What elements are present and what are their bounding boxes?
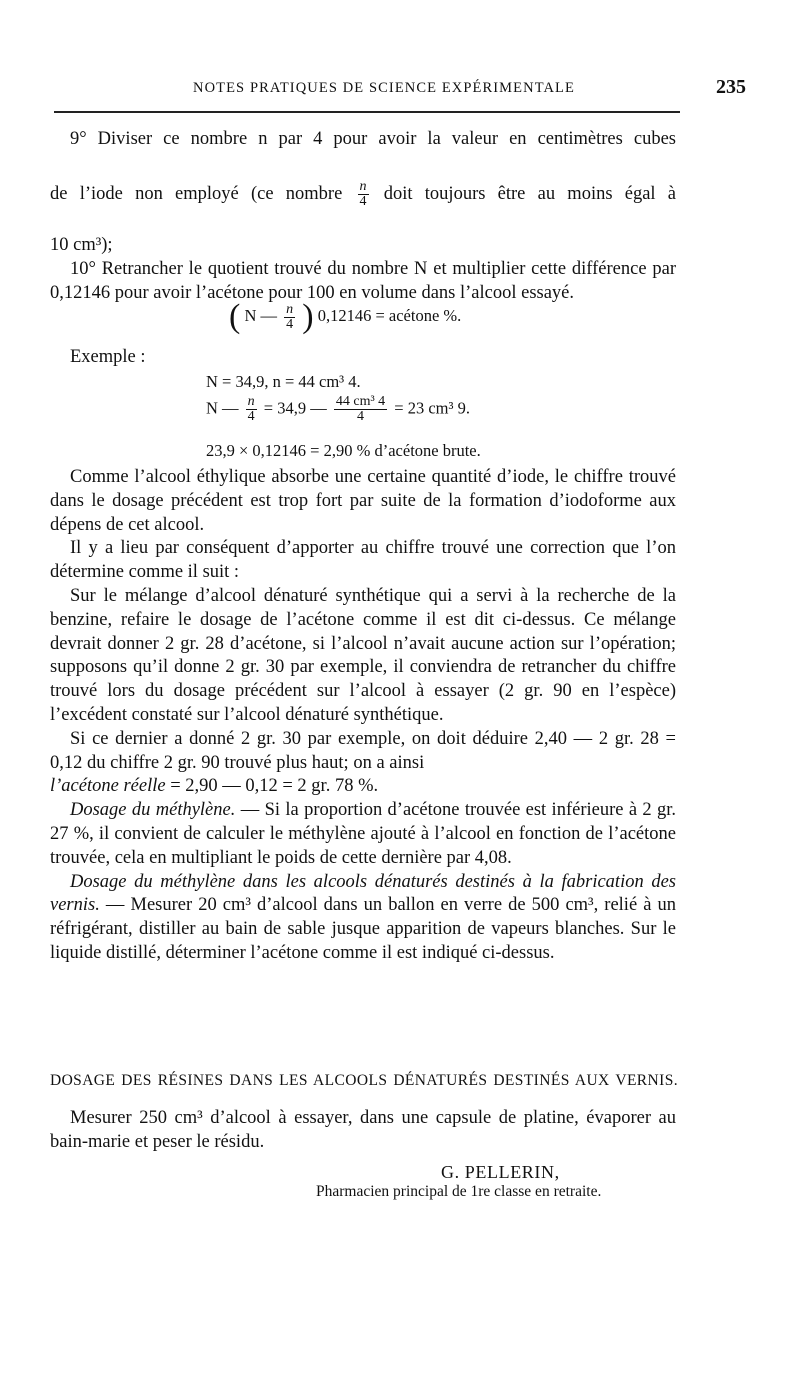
page-number: 235 [716,76,746,98]
example-line-1: N = 34,9, n = 44 cm³ 4. [206,372,361,391]
paragraph-iodoforme: Comme l’alcool éthylique absorbe une certaine quantité d’iode, le chiffre trouvé dans le dosage précédent est trop fort par suite de la formation d’iodoforme aux dépens de cet alcool. [50,467,676,535]
paragraph-dosage-vernis: Dosage du méthylène dans les alcools dénaturés destinés à la fabrication des vernis. — Mesurer 20 cm³ d’alcool dans un ballon en verre de 500 cm³, relié à un réfrigérant, distiller au bain de sable jusque apparition de vapeurs blanches. Sur le liquide distillé, déterminer l’acétone comme il est indiqué ci-dessus. [50,871,676,963]
main-text [50,128,676,306]
running-title: NOTES PRATIQUES DE SCIENCE EXPÉRIMENTALE [193,80,575,96]
section-body [50,1107,676,1155]
example-label: Exemple : [70,347,146,367]
signature-name: G. PELLERIN, [441,1162,560,1182]
step-9-line-3: 10 cm³); [50,235,113,256]
example-line-3: 23,9 × 0,12146 = 2,90 % d’acétone brute. [206,441,481,460]
dosage-vernis-title: Dosage du méthylène dans les alcools dénaturés destinés à la fabrication des vernis. [50,871,676,916]
paragraph-melange: Sur le mélange d’alcool dénaturé synthétique qui a servi à la recherche de la benzine, refaire le dosage de l’acétone comme il est dit ci-dessus. Ce mélange devrait donner 2 gr. 28 d’acétone, si l’alcool n’avait aucune action sur l’opération; supposons qu’il donne 2 gr. 30 par exemple, il conviendra de retrancher du chiffre trouvé lors du dosage précédent sur l’alcool à essayer (2 gr. 90 en l’espèce) l’excédent constaté sur l’alcool dénaturé synthétique. [50,585,676,725]
acetone-formula: ( N — $\frac{n}{4}$ ) 0,12146 = acétone %. [229,298,462,335]
paragraph-acetone-reelle: l’acétone réelle = 2,90 — 0,12 = 2 gr. 78 %. [50,776,379,797]
step-9-line-2: de l’iode non employé (ce nombre $\frac{n}{4}$ doit toujours être au moins égal à [50,178,677,209]
paragraph-dosage-methylene: Dosage du méthylène. — Si la proportion d’acétone trouvée est inférieure à 2 gr. 27 %, il convient de calculer le méthylène ajouté à l’alcool en fonction de l’acétone trouvée, cela en multipliant le poids de cette dernière par 4,08. [50,800,677,868]
section-title: DOSAGE DES RÉSINES DANS LES ALCOOLS DÉNATURÉS DESTINÉS AUX VERNIS. [50,1072,678,1089]
page-header [54,76,746,102]
dosage-methylene-title: Dosage du méthylène. [70,800,236,821]
paragraph-residu: Mesurer 250 cm³ d’alcool à essayer, dans une capsule de platine, évaporer au bain-marie et peser le résidu. [50,1108,676,1152]
example-line-2: N — $\frac{n}{4}$ = 34,9 — $\frac{\text{44 cm³ 4}}{4}$ = 23 cm³ 9. [206,394,470,424]
signature-title: Pharmacien principal de 1re classe en retraite. [316,1183,602,1200]
step-10: 10° Retrancher le quotient trouvé du nombre N et multiplier cette différence par 0,12146 pour avoir l’acétone pour 100 en volume dans l’alcool essayé. [50,259,676,303]
step-9-line-1: 9° Diviser ce nombre n par 4 pour avoir la valeur en centimètres cubes [70,129,676,149]
main-text-continued [50,466,676,966]
paragraph-correction: Il y a lieu par conséquent d’apporter au chiffre trouvé une correction que l’on détermine comme il suit : [50,538,676,583]
header-rule [54,111,680,113]
paragraph-deduction: Si ce dernier a donné 2 gr. 30 par exemple, on doit déduire 2,40 — 2 gr. 28 = 0,12 du chiffre 2 gr. 90 trouvé plus haut; on a ainsi [50,728,676,773]
fraction-n-over-4: $\frac{n}{4}$ [359,178,367,209]
